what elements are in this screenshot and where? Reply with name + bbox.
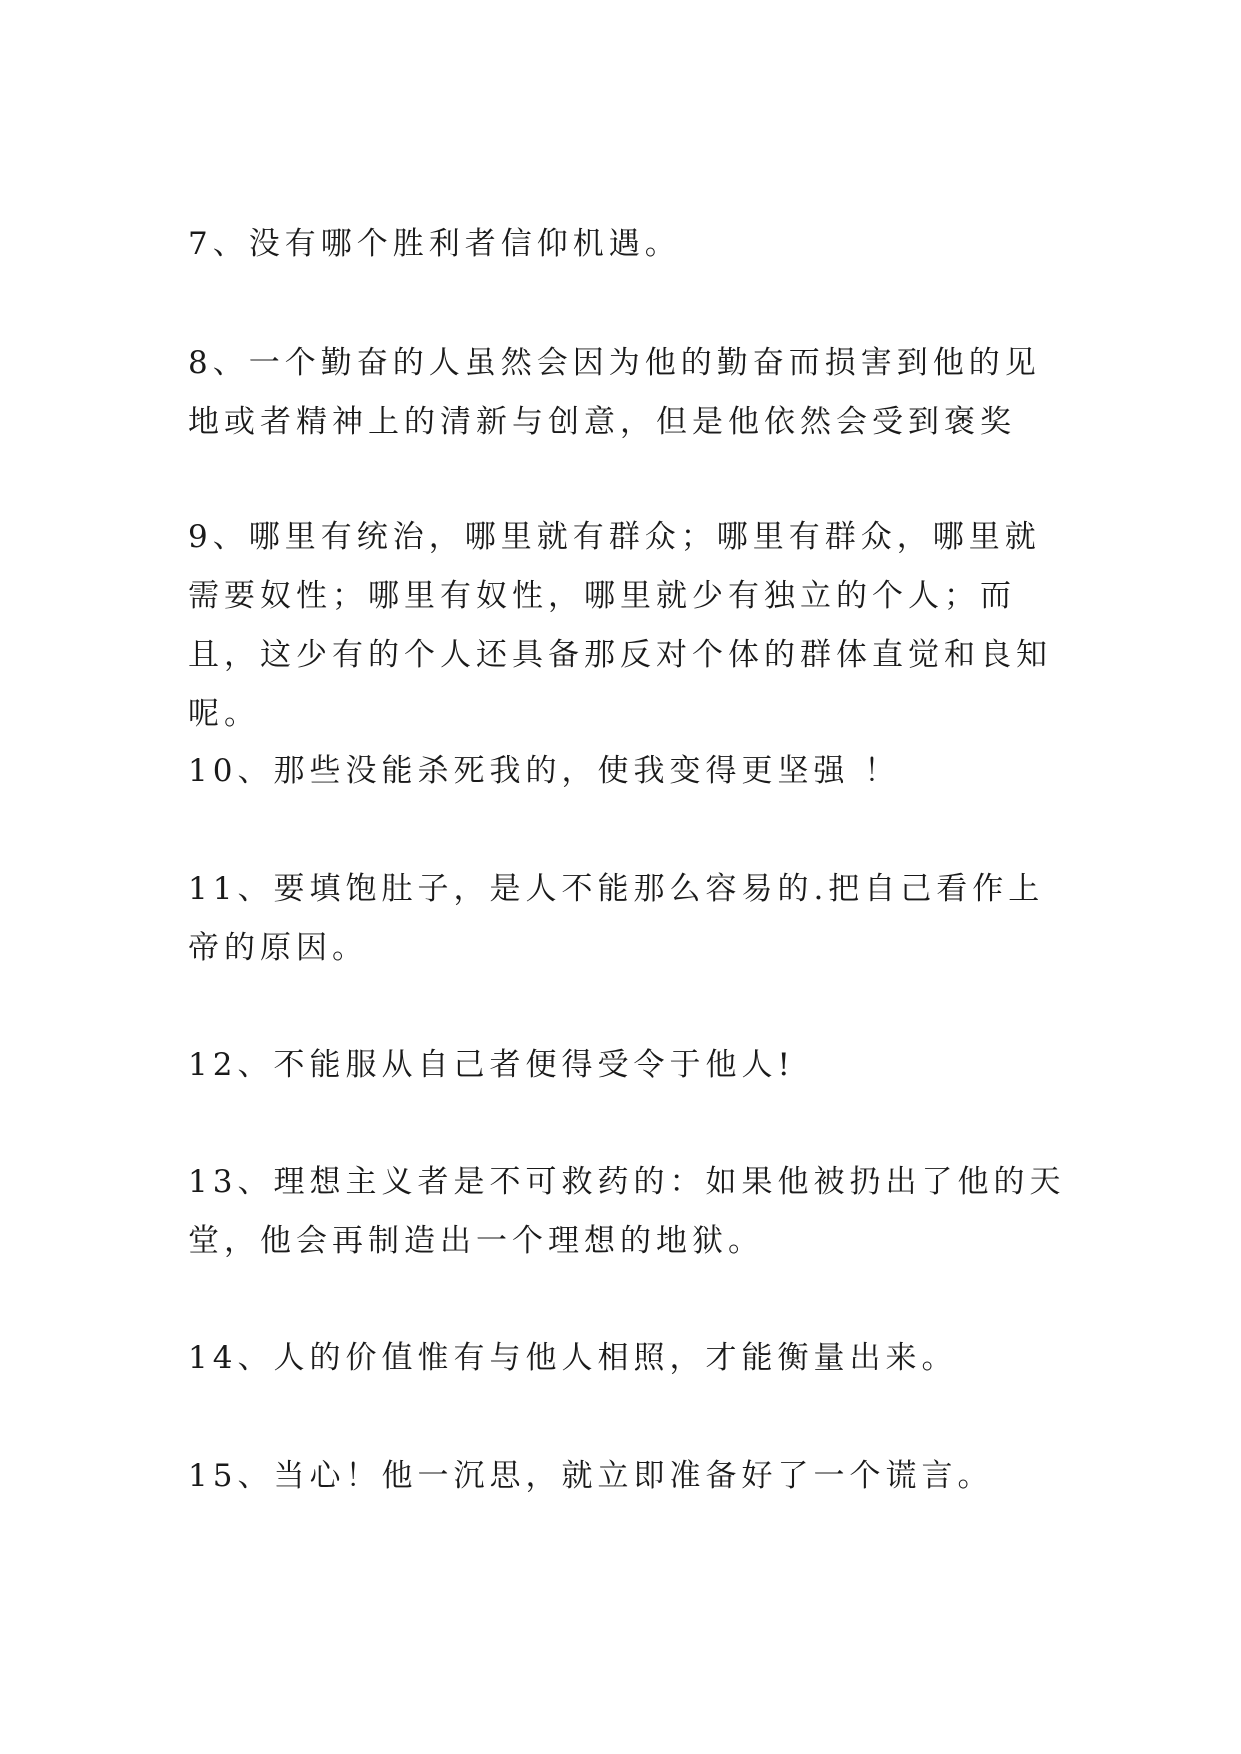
quote-14: 14、人的价值惟有与他人相照，才能衡量出来。: [188, 1340, 958, 1376]
quote-12: 12、不能服从自己者便得受令于他人!: [188, 1047, 795, 1083]
quote-15: 15、当心！他一沉思，就立即准备好了一个谎言。: [188, 1458, 994, 1494]
quote-13: 13、理想主义者是不可救药的：如果他被扔出了他的天堂，他会再制造出一个理想的地狱。: [188, 1164, 1066, 1259]
quote-7: 7、没有哪个胜利者信仰机遇。: [188, 226, 681, 262]
quote-9: 9、哪里有统治，哪里就有群众；哪里有群众，哪里就需要奴性；哪里有奴性，哪里就少有独立的个人；而且，这少有的个人还具备那反对个体的群体直觉和良知呢。: [188, 519, 1052, 732]
quote-8: 8、一个勤奋的人虽然会因为他的勤奋而损害到他的见地或者精神上的清新与创意，但是他依然会受到褒奖: [188, 345, 1041, 440]
quote-11: 11、要填饱肚子，是人不能那么容易的.把自己看作上帝的原因。: [188, 871, 1045, 966]
quote-10: 10、那些没能杀死我的，使我变得更坚强 ！: [188, 753, 901, 789]
